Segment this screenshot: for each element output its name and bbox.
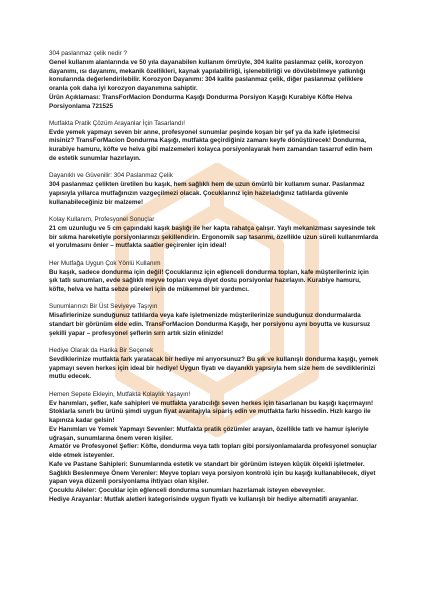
section-paragraph: 304 paslanmaz çelikten üretilen bu kaşık, hem sağlıklı hem de uzun ömürlü bir kullanım sunar. Paslanmaz yapısıyla yıllarca mutfağınızın vazgeçilmezi olacak. Çocuklarınız için hazırladığınız tatlılarda güvenle kullanabileceğiniz bir malzeme! (49, 181, 365, 206)
section-paragraph: Amatör ve Profesyonel Şefler: Köfte, dondurma veya tatlı topları gibi porsiyonlamalarda profesyonel sonuçlar elde etmek isteyenler. (49, 443, 377, 460)
section-paragraph: Sevdiklerinize mutfakta fark yaratacak bir hediye mi arıyorsunuz? Bu şık ve kullanışlı dondurma kaşığı, yemek yapmayı seven herkes için ideal bir hediye! Uygun fiyatı ve dayanıklı yapısıyla hem size hem de sevdiklerinizi mutlu edecek. (49, 355, 379, 381)
section-paragraph: Misafirlerinize sunduğunuz tatlılarda veya kafe işletmenizde müşterilerinize sunduğunuz dondurmalarda standart bir görünüm elde edin. TransForMacion Dondurma Kaşığı, her porsiyonu aynı boyutta ve kusursuz şekilli yapar – profesyonel şeflerin sırrı artık sizin elinizde! (49, 312, 371, 337)
section-heading: Kolay Kullanım, Profesyonel Sonuçlar (49, 216, 155, 224)
section-paragraph: Sağlıklı Beslenmeye Önem Verenler: Meyve topları veya porsiyon kontrolü için bu kaşığı kullanabilecek, diyet yapan veya düzenli porsiyonlama ihtiyacı olan kişiler. (49, 469, 376, 486)
section-paragraph: 21 cm uzunluğu ve 5 cm çapındaki kaşık başlığı ile her kapta rahatça çalışır. Yaylı mekanizması sayesinde tek bir sıkma hareketiyle porsiyonlarınızı şekillendirin. Ergonomik sap tasarımı, özellikle uzun süreli kullanımlarda el yorulmasını önler – mutfakta saatler geçirenler için ideal! (49, 224, 379, 250)
section-paragraph: Evde yemek yapmayı seven bir anne, profesyonel sunumlar peşinde koşan bir şef ya da kafe işletmecisi misiniz? TransForMacion Dondurma Kaşığı, mutfakta geçirdiğiniz zamanı keyfe dönüştürecek! Dondurma, kurabiye hamuru, köfte ve helva gibi malzemeleri kolayca porsiyonlayarak hem zamandan tasarruf edin hem de estetik sunumlar hazırlayın. (49, 128, 373, 162)
section-heading: Mutfakta Pratik Çözüm Arayanlar İçin Tasarlandı! (49, 119, 186, 127)
document-body (49, 50, 379, 513)
document-section (49, 347, 379, 382)
section-heading: Hediye Olarak da Harika Bir Seçenek (49, 347, 154, 355)
section-paragraph: Hediye Arayanlar: Mutfak aletleri kategorisinde uygun fiyatlı ve kullanışlı bir hediye alternatifi arayanlar. (49, 495, 359, 503)
section-paragraph: Genel kullanım alanlarında ve 50 yıla dayanabilen kullanım ömrüyle, 304 kalite paslanmaz çelik, korozyon dayanımı, ısı dayanımı, mekanik özellikleri, kaynak yapılabilirliği, işlenebilirliği ve dövülebilmeye yatkınlığı konularında değerlendirilebilir. Korozyon Dayanımı: 304 kalite paslanmaz çelik, diğer paslanmaz çeliklere oranla çok daha iyi korozyon dayanımına sahiptir. (49, 58, 366, 92)
section-paragraph: Çocuklu Aileler: Çocuklar için eğlenceli dondurma sunumları hazırlamak isteyen ebeveynler. (49, 487, 325, 495)
section-paragraph: Ürün Açıklaması: TransForMacion Dondurma Kaşığı Dondurma Porsiyon Kaşığı Kurabiye Köfte Helva Porsiyonlama 721525 (49, 93, 353, 110)
document-section (49, 391, 379, 505)
section-paragraph: Kafe ve Pastane Sahipleri: Sunumlarında estetik ve standart bir görünüm isteyen küçük ölçekli işletmeler. (49, 460, 365, 468)
section-heading: Her Mutfağa Uygun Çok Yönlü Kullanım (49, 259, 161, 267)
section-paragraph: Bu kaşık, sadece dondurma için değil! Çocuklarınız için eğlenceli dondurma topları, kafe müşterileriniz için şık tatlı sunumları, evde sağlıklı meyve topları veya diyet dostu porsiyonlar hazırlayın. Kurabiye hamuru, köfte, helva ve hatta sebze püreleri için de mükemmel bir yardımcı. (49, 268, 369, 293)
document-section (49, 50, 379, 111)
document-section (49, 303, 379, 338)
document-section (49, 260, 379, 295)
document-section (49, 120, 379, 164)
document-section (49, 216, 379, 251)
section-heading: Hemen Sepete Ekleyin, Mutfakta Kolaylık Yaşayın! (49, 390, 191, 398)
section-heading: Dayanıklı ve Güvenilir: 304 Paslanmaz Çelik (49, 172, 173, 180)
section-paragraph: Ev hanımları, şefler, kafe sahipleri ve mutfakta yaratıcılığı seven herkes için tasarlanan bu kaşığı kaçırmayın! Stoklarla sınırlı bu ürünü şimdi uygun fiyat avantajıyla sipariş edin ve mutfakta farkı hissedin. Hızlı kargo ile kapınıza kadar gelsin! (49, 399, 374, 425)
section-heading: 304 paslanmaz çelik nedir ? (49, 50, 128, 57)
section-heading: Sunumlarınızı Bir Üst Seviyeye Taşıyın (49, 303, 158, 311)
section-paragraph: Ev Hanımları ve Yemek Yapmayı Sevenler: Mutfakta pratik çözümler arayan, özellikle tatlı ve hamur işleriyle uğraşan, sunumlarına önem veren kişiler. (49, 425, 369, 442)
document-section (49, 172, 379, 207)
